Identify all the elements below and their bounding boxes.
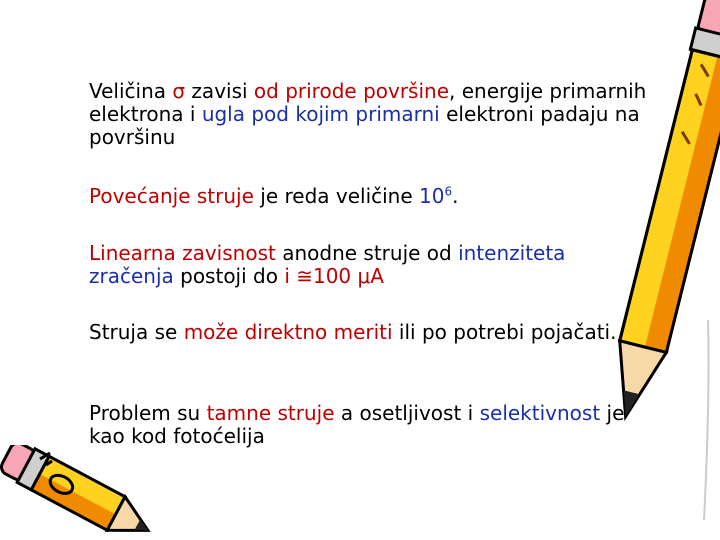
text-segment: ugla pod kojim primarni — [201, 102, 440, 126]
paragraph-5 — [89, 402, 649, 448]
paragraph-4 — [89, 321, 649, 344]
text-segment: a osetljivost i — [334, 401, 480, 425]
text-segment: . — [452, 184, 459, 208]
text-segment: elektroni padaju na površinu — [89, 102, 640, 149]
paragraph-2 — [89, 185, 649, 208]
text-segment: ili po potrebi pojačati. — [392, 320, 617, 344]
text-segment: zavisi — [185, 79, 254, 103]
paragraph-1 — [89, 80, 649, 149]
text-segment: , energije primarnih elektrona i — [89, 79, 647, 126]
text-segment: 10 — [419, 184, 445, 208]
text-segment: i ≅100 μA — [284, 264, 384, 288]
text-segment: može direktno meriti — [183, 320, 393, 344]
pencil-bottom-left-icon — [0, 445, 160, 540]
text-segment: od prirode površine — [253, 79, 450, 103]
text-segment: Struja se — [89, 320, 184, 344]
text-segment: postoji do — [173, 264, 285, 288]
text-segment: Veličina — [89, 79, 173, 103]
text-segment: intenziteta zračenja — [89, 241, 566, 288]
text-segment: anodne struje od — [275, 241, 459, 265]
text-segment: Povećanje struje — [89, 184, 254, 208]
text-segment: 6 — [444, 184, 453, 199]
text-segment: selektivnost — [479, 401, 601, 425]
text-segment: Problem su — [89, 401, 207, 425]
pencil-top-right-icon — [598, 0, 720, 540]
text-segment: Linearna zavisnost — [89, 241, 276, 265]
text-segment: tamne struje — [206, 401, 335, 425]
text-segment: je reda veličine — [253, 184, 420, 208]
paragraph-3 — [89, 242, 649, 288]
text-segment: je kao kod fotoćelija — [89, 401, 625, 448]
text-segment: σ — [172, 79, 186, 103]
